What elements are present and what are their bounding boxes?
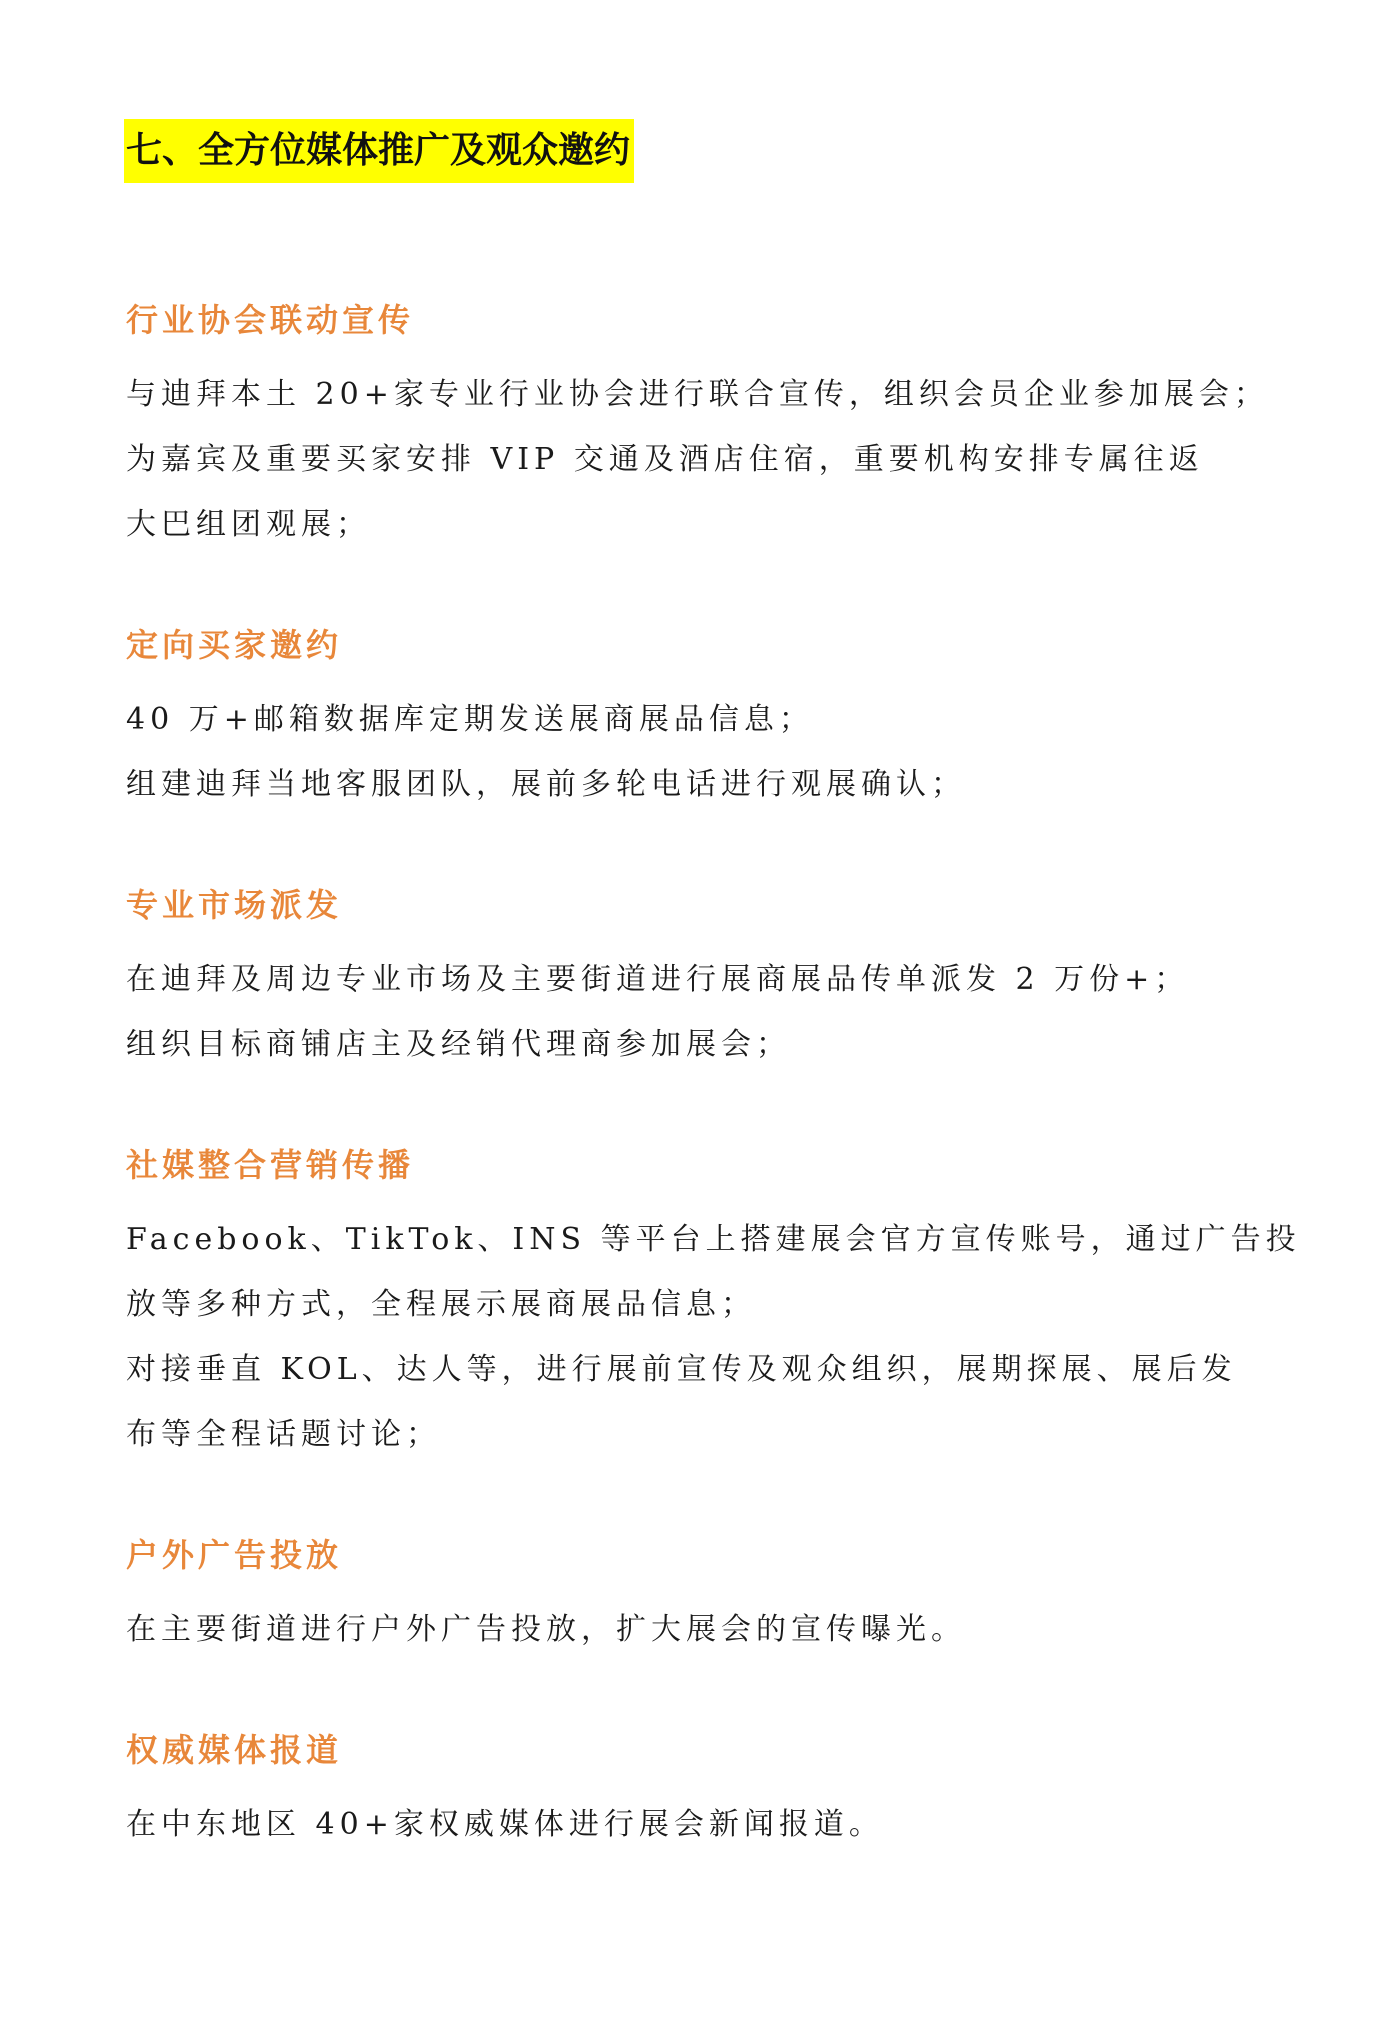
section-targeted-buyer-invitation	[126, 622, 1306, 817]
section-heading: 权威媒体报道	[126, 1731, 343, 1769]
paragraph-line: Facebook、TikTok、INS 等平台上搭建展会官方宣传账号，通过广告投	[126, 1222, 1301, 1257]
paragraph-line: 布等全程话题讨论；	[126, 1417, 441, 1452]
section-heading: 行业协会联动宣传	[126, 301, 415, 339]
section-industry-association	[126, 297, 1306, 557]
section-heading: 户外广告投放	[126, 1536, 343, 1574]
paragraph-line: 与迪拜本土 20+家专业行业协会进行联合宣传，组织会员企业参加展会；	[126, 377, 1269, 412]
section-heading: 专业市场派发	[126, 886, 343, 924]
section-heading: 社媒整合营销传播	[126, 1146, 415, 1184]
paragraph-line: 为嘉宾及重要买家安排 VIP 交通及酒店住宿，重要机构安排专属往返	[126, 442, 1204, 477]
paragraph-line: 在迪拜及周边专业市场及主要街道进行展商展品传单派发 2 万份+；	[126, 962, 1190, 997]
section-authoritative-media	[126, 1727, 1306, 1857]
section-heading: 定向买家邀约	[126, 626, 343, 664]
section-market-distribution	[126, 882, 1306, 1077]
paragraph-line: 40 万+邮箱数据库定期发送展商展品信息；	[126, 702, 814, 737]
paragraph-line: 组织目标商铺店主及经销代理商参加展会；	[126, 1027, 791, 1062]
page-title: 七、全方位媒体推广及观众邀约	[124, 119, 634, 183]
paragraph-line: 对接垂直 KOL、达人等，进行展前宣传及观众组织，展期探展、展后发	[126, 1352, 1237, 1387]
paragraph-line: 组建迪拜当地客服团队，展前多轮电话进行观展确认；	[126, 767, 966, 802]
paragraph-line: 放等多种方式，全程展示展商展品信息；	[126, 1287, 756, 1322]
section-social-media-marketing	[126, 1142, 1306, 1467]
paragraph-line: 在中东地区 40+家权威媒体进行展会新闻报道。	[126, 1807, 884, 1842]
paragraph-line: 在主要街道进行户外广告投放，扩大展会的宣传曝光。	[126, 1612, 966, 1647]
section-outdoor-advertising	[126, 1532, 1306, 1662]
paragraph-line: 大巴组团观展；	[126, 507, 371, 542]
